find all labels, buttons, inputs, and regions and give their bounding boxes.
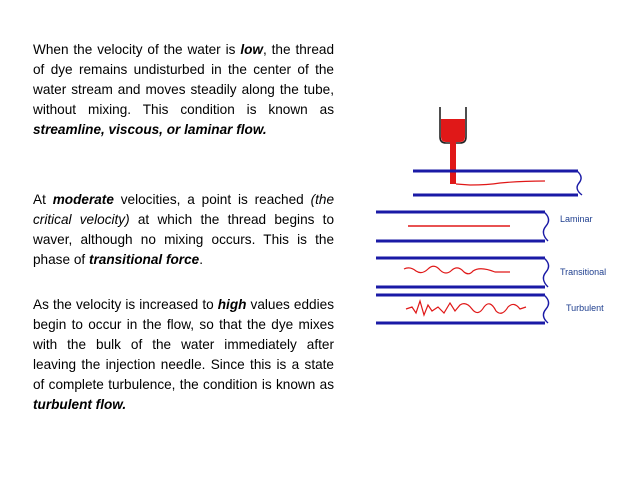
label-transitional: Transitional xyxy=(560,267,607,277)
p2-emph-transitional-force: transitional force xyxy=(88,252,200,267)
p2-text-c: velocities, a point is reached xyxy=(113,192,311,207)
p1-emph-laminar-flow: streamline, viscous, or laminar flow. xyxy=(33,122,267,137)
p3-emph-high: high xyxy=(217,297,247,312)
turbulent-dye-thread xyxy=(406,301,526,315)
transitional-tube xyxy=(376,258,549,287)
p2-critical-velocity: (the critical velocity) xyxy=(33,192,335,227)
injection-needle xyxy=(450,142,456,184)
transitional-dye-thread xyxy=(404,266,510,274)
p2-emph-moderate: moderate xyxy=(52,192,114,207)
label-turbulent: Turbulent xyxy=(566,303,604,313)
p2-text-a: At xyxy=(33,192,53,207)
p1-emph-low: low xyxy=(240,42,263,57)
reynolds-experiment-diagram xyxy=(370,95,620,335)
p1-text-c: , the thread of dye remains undisturbed in the center of the water stream and moves steadily along the tube, without mixing. This condition is known as xyxy=(33,42,334,117)
paragraph-moderate-velocity xyxy=(33,190,334,270)
p2-text-e: at which the thread begins to waver, although no mixing occurs. This is the phase of xyxy=(33,212,334,267)
dye-reservoir xyxy=(440,107,466,143)
p3-text-c: values eddies begin to occur in the flow, so that the dye mixes with the bulk of the water immediately after leaving the injection needle. Since this is a state of complete turbulence, the condition is known as xyxy=(33,297,334,392)
paragraph-low-velocity xyxy=(33,40,334,140)
top-dye-thread xyxy=(456,181,545,185)
label-laminar: Laminar xyxy=(560,214,593,224)
p3-emph-turbulent-flow: turbulent flow. xyxy=(33,397,127,412)
p3-text-a: As the velocity is increased to xyxy=(33,297,218,312)
p2-text-g: . xyxy=(199,252,204,267)
p1-text-a: When the velocity of the water is xyxy=(33,42,241,57)
paragraph-high-velocity xyxy=(33,295,334,415)
turbulent-tube xyxy=(376,295,549,323)
